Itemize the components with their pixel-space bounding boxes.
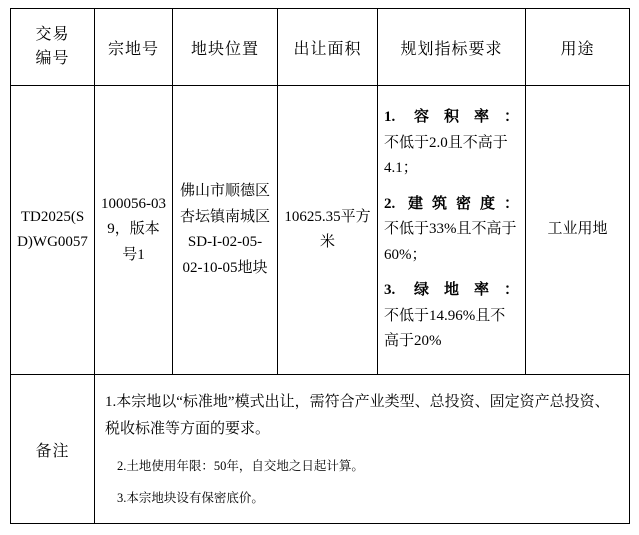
header-cell-use: 用途 [526, 9, 630, 86]
spec-body: 不低于2.0且不高于4.1； [384, 134, 508, 177]
note-item: 1.本宗地以“标准地”模式出让，需符合产业类型、总投资、固定资产总投资、税收标准等方面的要求。 [105, 393, 610, 437]
cell-trade-id: TD2025(SD)WG0057 [11, 86, 95, 375]
cell-parcel-no: 100056-039，版本号1 [95, 86, 173, 375]
note-item: 3.本宗地块设有保密底价。 [117, 491, 264, 505]
header-cell-trade-id [11, 9, 95, 86]
spec-body: 不低于14.96%且不高于20% [384, 307, 506, 350]
table-body [11, 86, 630, 524]
header-cell-area: 出让面积 [278, 9, 378, 86]
notes-body [95, 375, 630, 524]
spec-item [384, 278, 519, 355]
header-cell-location: 地块位置 [173, 9, 278, 86]
spec-item [384, 105, 519, 182]
spec-title: 2. 建筑密度： [384, 195, 519, 212]
spec-title: 1. 容积率： [384, 109, 519, 126]
header-trade-id-line1: 交易 [35, 26, 70, 43]
notes-row [11, 375, 630, 524]
table-header [11, 9, 630, 86]
table-row [11, 86, 630, 375]
header-cell-parcel-no: 宗地号 [95, 9, 173, 86]
note-item: 2.土地使用年限：50年，自交地之日起计算。 [117, 458, 364, 473]
cell-area: 10625.35平方米 [278, 86, 378, 375]
header-trade-id-line2: 编号 [35, 50, 70, 67]
cell-land-use: 工业用地 [526, 86, 630, 375]
header-cell-specs: 规划指标要求 [378, 9, 526, 86]
cell-planning-specs [378, 86, 526, 375]
notes-label: 备注 [11, 375, 95, 524]
header-row [11, 9, 630, 86]
cell-location: 佛山市顺德区杏坛镇南城区SD-I-02-05-02-10-05地块 [173, 86, 278, 375]
spec-title: 3. 绿地率： [384, 282, 519, 299]
land-parcel-table [10, 8, 630, 524]
spec-body: 不低于33%且不高于60%； [384, 221, 517, 263]
spec-item [384, 192, 519, 269]
